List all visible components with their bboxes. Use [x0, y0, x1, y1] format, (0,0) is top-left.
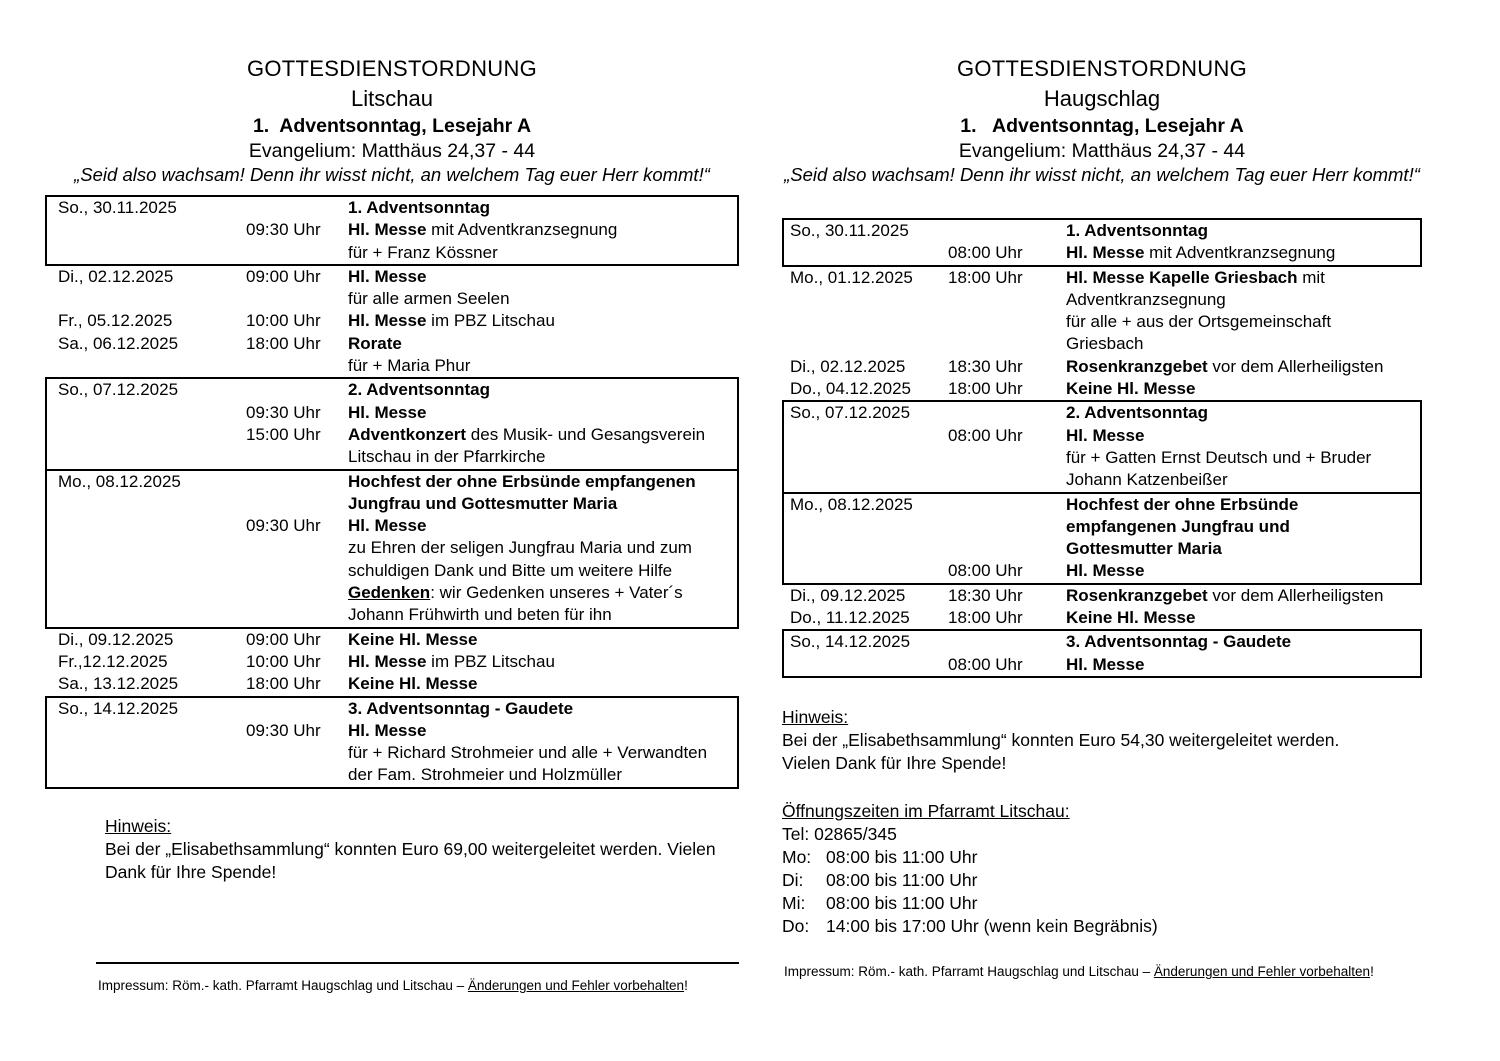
date-cell: Mo., 08.12.2025 — [58, 471, 181, 491]
time-cell — [948, 469, 1066, 491]
desc-cell — [1066, 402, 1420, 424]
desc-segment: : wir Gedenken unseres + Vater´s — [430, 583, 683, 603]
date-cell — [784, 289, 948, 311]
schedule-group — [45, 264, 739, 379]
time-cell — [246, 379, 348, 401]
schedule-line — [47, 355, 737, 377]
date-cell: Mo., 01.12.2025 — [790, 267, 913, 287]
desc-cell — [1066, 333, 1420, 355]
impressum-text: ! — [684, 977, 688, 993]
desc-cell — [1066, 516, 1420, 538]
date-cell: So., 07.12.2025 — [58, 380, 179, 400]
schedule-line — [784, 242, 1420, 264]
desc-cell — [348, 493, 737, 515]
desc-segment: Hl. Messe — [348, 266, 427, 286]
office-time: 08:00 bis 11:00 Uhr — [826, 892, 978, 913]
date-cell — [47, 720, 246, 742]
schedule-line — [47, 446, 737, 468]
schedule-line — [47, 698, 737, 720]
desc-segment: mit — [1297, 267, 1325, 287]
column-litschau — [45, 50, 739, 995]
desc-cell — [348, 698, 737, 720]
schedule-line — [784, 333, 1420, 355]
desc-segment: Adventkonzert — [348, 424, 467, 444]
office-day: Di: — [782, 869, 804, 890]
schedule-group — [45, 469, 739, 629]
time-cell — [948, 494, 1066, 516]
desc-segment: Gedenken — [348, 583, 431, 603]
desc-cell — [348, 288, 737, 310]
hinweis-label: Hinweis: — [782, 706, 849, 727]
desc-cell — [1066, 289, 1420, 311]
time-cell — [948, 447, 1066, 469]
schedule-group — [782, 218, 1422, 267]
date-cell — [47, 242, 246, 264]
schedule-line — [47, 266, 737, 288]
impressum-litschau — [98, 977, 739, 995]
schedule-line — [47, 604, 737, 626]
desc-cell — [348, 720, 737, 742]
desc-segment: für alle armen Seelen — [348, 289, 510, 309]
desc-cell — [1066, 654, 1420, 676]
schedule-line — [784, 516, 1420, 538]
date-cell — [784, 516, 948, 538]
office-day: Do: — [782, 915, 810, 936]
desc-segment: Adventkranzsegnung — [1066, 289, 1226, 309]
time-cell — [246, 242, 348, 264]
time-cell — [948, 631, 1066, 653]
schedule-line — [47, 764, 737, 786]
desc-cell — [348, 333, 737, 355]
schedule-line — [784, 631, 1420, 653]
desc-segment: Hl. Messe — [348, 311, 427, 331]
hinweis-text: Vielen Dank für Ihre Spende! — [782, 752, 1007, 773]
schedule-line — [784, 289, 1420, 311]
desc-segment: vor dem Allerheiligsten — [1207, 356, 1384, 376]
desc-segment: Hl. Messe Kapelle Griesbach — [1066, 267, 1298, 287]
schedule-line — [784, 538, 1420, 560]
desc-segment: Hl. Messe — [348, 402, 427, 422]
desc-cell — [348, 651, 737, 673]
time-cell — [948, 220, 1066, 242]
date-cell — [784, 447, 948, 469]
office-hours-row — [782, 915, 1422, 938]
desc-segment: Rorate — [348, 333, 402, 353]
schedule-line — [784, 469, 1420, 491]
schedule-line — [47, 560, 737, 582]
date-cell — [47, 537, 246, 559]
desc-cell — [348, 310, 737, 332]
time-cell: 09:00 Uhr — [246, 629, 321, 649]
desc-cell — [348, 604, 737, 626]
date-cell: Do., 04.12.2025 — [790, 379, 911, 399]
desc-segment: für alle + aus der Ortsgemeinschaft — [1066, 312, 1332, 332]
desc-segment: Jungfrau und Gottesmutter Maria — [348, 493, 618, 513]
desc-segment: für + Maria Phur — [348, 356, 471, 376]
desc-cell — [348, 629, 737, 651]
doc-title-litschau: GOTTESDIENSTORDNUNG — [246, 56, 538, 81]
schedule-line — [47, 742, 737, 764]
desc-cell — [1066, 267, 1420, 289]
time-cell — [246, 604, 348, 626]
desc-cell — [348, 537, 737, 559]
time-cell: 18:00 Uhr — [246, 674, 321, 694]
desc-cell — [1066, 378, 1420, 400]
schedule-line — [47, 219, 737, 241]
footer-divider — [96, 962, 739, 964]
date-cell: So., 30.11.2025 — [58, 198, 177, 217]
date-cell — [47, 355, 246, 377]
time-cell: 18:30 Uhr — [948, 356, 1023, 376]
date-cell — [784, 654, 948, 676]
desc-segment: 2. Adventsonntag — [1066, 403, 1208, 423]
date-cell — [784, 538, 948, 560]
time-cell: 10:00 Uhr — [246, 311, 321, 331]
desc-segment: Keine Hl. Messe — [348, 629, 478, 649]
schedule-line — [784, 402, 1420, 424]
time-cell: 18:00 Uhr — [948, 379, 1023, 399]
schedule-group — [45, 696, 739, 789]
date-cell — [784, 425, 948, 447]
office-day: Mo: — [782, 846, 812, 867]
desc-segment: Hl. Messe — [348, 220, 427, 240]
desc-cell — [348, 515, 737, 537]
time-cell — [246, 197, 348, 219]
date-cell — [47, 424, 246, 446]
schedule-line — [47, 651, 737, 673]
doc-quote-haugschlag: „Seid also wachsam! Denn ihr wisst nicht, an welchem Tag euer Herr kommt!“ — [784, 164, 1420, 185]
desc-segment: im PBZ Litschau — [426, 311, 555, 331]
doc-place-haugschlag: Haugschlag — [1043, 86, 1161, 111]
schedule-line — [784, 425, 1420, 447]
desc-segment: Griesbach — [1066, 334, 1144, 354]
date-cell — [47, 560, 246, 582]
desc-cell — [1066, 607, 1420, 629]
desc-cell — [1066, 469, 1420, 491]
desc-segment: Hl. Messe — [1066, 243, 1145, 263]
date-cell: So., 07.12.2025 — [790, 403, 911, 423]
doc-quote-litschau: „Seid also wachsam! Denn ihr wisst nicht, an welchem Tag euer Herr kommt!“ — [74, 164, 710, 185]
desc-segment: Hl. Messe — [348, 720, 427, 740]
date-cell — [784, 560, 948, 582]
time-cell — [948, 516, 1066, 538]
time-cell: 18:30 Uhr — [948, 585, 1023, 605]
time-cell — [246, 537, 348, 559]
date-cell — [47, 446, 246, 468]
impressum-underlined-text: Änderungen und Fehler vorbehalten — [1153, 963, 1371, 979]
date-cell — [784, 469, 948, 491]
date-cell — [47, 288, 246, 310]
office-time: 08:00 bis 11:00 Uhr — [826, 846, 978, 867]
time-cell: 08:00 Uhr — [948, 425, 1023, 445]
schedule-line — [784, 311, 1420, 333]
desc-cell — [348, 355, 737, 377]
schedule-group — [782, 629, 1422, 678]
schedule-line — [47, 582, 737, 604]
schedule-line — [47, 242, 737, 264]
schedule-group — [45, 627, 739, 698]
time-cell — [246, 742, 348, 764]
desc-cell — [1066, 631, 1420, 653]
schedule-line — [47, 424, 737, 446]
schedule-haugschlag — [782, 218, 1422, 678]
doc-evangelium-litschau: Evangelium: Matthäus 24,37 - 44 — [248, 140, 536, 162]
time-cell: 09:00 Uhr — [246, 266, 321, 286]
office-hours-label: Öffnungszeiten im Pfarramt Litschau: — [782, 800, 1070, 821]
desc-segment: der Fam. Strohmeier und Holzmüller — [348, 765, 622, 785]
schedule-line — [47, 720, 737, 742]
time-cell — [948, 402, 1066, 424]
office-time: 14:00 bis 17:00 Uhr (wenn kein Begräbnis) — [826, 915, 1158, 936]
desc-segment: Hl. Messe — [1066, 654, 1145, 674]
date-cell: Fr.,12.12.2025 — [58, 651, 168, 671]
desc-segment: im PBZ Litschau — [426, 651, 555, 671]
office-hours — [782, 800, 1422, 938]
date-cell — [784, 311, 948, 333]
desc-cell — [348, 742, 737, 764]
schedule-line — [47, 379, 737, 401]
date-cell — [47, 764, 246, 786]
date-cell — [784, 242, 948, 264]
office-hours-row — [782, 869, 1422, 892]
office-day: Mi: — [782, 892, 806, 913]
desc-segment: Hochfest der ohne Erbsünde empfangenen — [348, 471, 696, 491]
hinweis-text: Dank für Ihre Spende! — [105, 861, 277, 882]
desc-segment: Hl. Messe — [348, 516, 427, 536]
schedule-line — [47, 515, 737, 537]
schedule-line — [47, 629, 737, 651]
date-cell — [47, 402, 246, 424]
time-cell — [246, 560, 348, 582]
desc-segment: mit Adventkranzsegnung — [426, 220, 618, 240]
desc-segment: 1. Adventsonntag — [1066, 221, 1208, 240]
time-cell: 09:30 Uhr — [246, 220, 321, 240]
date-cell — [47, 219, 246, 241]
date-cell — [47, 604, 246, 626]
desc-segment: Keine Hl. Messe — [1066, 379, 1196, 399]
desc-cell — [348, 379, 737, 401]
desc-segment: empfangenen Jungfrau und — [1066, 516, 1290, 536]
desc-segment: Johann Katzenbeißer — [1066, 470, 1228, 490]
time-cell — [246, 288, 348, 310]
date-cell: Do., 11.12.2025 — [790, 608, 910, 628]
date-cell — [47, 742, 246, 764]
schedule-line — [47, 288, 737, 310]
time-cell — [246, 355, 348, 377]
desc-segment: Keine Hl. Messe — [1066, 608, 1196, 628]
schedule-line — [784, 585, 1420, 607]
hinweis-haugschlag — [782, 706, 1422, 775]
schedule-line — [47, 673, 737, 695]
schedule-line — [47, 402, 737, 424]
doc-subtitle-litschau: 1. Adventsonntag, Lesejahr A — [252, 115, 532, 137]
office-hours-row — [782, 846, 1422, 869]
date-cell: Sa., 06.12.2025 — [58, 333, 179, 353]
schedule-group — [782, 400, 1422, 493]
time-cell — [246, 471, 348, 493]
date-cell: So., 30.11.2025 — [790, 221, 909, 240]
date-cell — [47, 582, 246, 604]
schedule-line — [784, 494, 1420, 516]
schedule-line — [784, 378, 1420, 400]
schedule-line — [784, 447, 1420, 469]
date-cell — [784, 333, 948, 355]
desc-segment: Rosenkranzgebet — [1066, 356, 1208, 376]
desc-cell — [1066, 356, 1420, 378]
date-cell: So., 14.12.2025 — [58, 698, 179, 718]
desc-segment: Litschau in der Pfarrkirche — [348, 447, 546, 467]
desc-cell — [1066, 538, 1420, 560]
schedule-line — [47, 197, 737, 219]
desc-cell — [1066, 311, 1420, 333]
desc-cell — [348, 673, 737, 695]
schedule-group — [45, 377, 739, 470]
time-cell — [948, 311, 1066, 333]
doc-subtitle-haugschlag: 1. Adventsonntag, Lesejahr A — [960, 115, 1244, 137]
hinweis-text: Bei der „Elisabethsammlung“ konnten Euro 69,00 weitergeleitet werden. Vielen — [105, 838, 716, 859]
date-cell: Di., 02.12.2025 — [58, 266, 174, 286]
desc-segment: 3. Adventsonntag - Gaudete — [1066, 632, 1292, 652]
desc-cell — [348, 266, 737, 288]
desc-cell — [348, 446, 737, 468]
date-cell: Sa., 13.12.2025 — [58, 674, 179, 694]
impressum-haugschlag — [784, 963, 1422, 981]
date-cell: So., 14.12.2025 — [790, 632, 911, 652]
impressum-text: Impressum: Röm.- kath. Pfarramt Haugschlag und Litschau – — [98, 977, 468, 993]
time-cell: 09:30 Uhr — [246, 402, 321, 422]
desc-cell — [348, 424, 737, 446]
time-cell: 08:00 Uhr — [948, 561, 1023, 581]
schedule-line — [47, 310, 737, 332]
office-hours-list — [782, 846, 1422, 938]
schedule-group — [782, 265, 1422, 403]
time-cell: 09:30 Uhr — [246, 720, 321, 740]
desc-segment: Hl. Messe — [1066, 561, 1145, 581]
schedule-line — [784, 220, 1420, 242]
hinweis-litschau — [105, 815, 739, 884]
desc-cell — [348, 197, 737, 219]
time-cell — [246, 446, 348, 468]
desc-segment: für + Franz Kössner — [348, 242, 498, 262]
schedule-line — [784, 654, 1420, 676]
desc-cell — [348, 219, 737, 241]
doc-place-litschau: Litschau — [351, 86, 433, 111]
time-cell: 08:00 Uhr — [948, 654, 1023, 674]
desc-segment: Johann Frühwirth und beten für ihn — [348, 605, 612, 625]
office-hours-row — [782, 892, 1422, 915]
desc-cell — [1066, 242, 1420, 264]
schedule-line — [47, 333, 737, 355]
time-cell: 08:00 Uhr — [948, 243, 1023, 263]
date-cell: Di., 09.12.2025 — [58, 629, 174, 649]
desc-segment: Hochfest der ohne Erbsünde — [1066, 494, 1299, 514]
desc-cell — [1066, 560, 1420, 582]
hinweis-label: Hinweis: — [105, 815, 172, 836]
desc-segment: 3. Adventsonntag - Gaudete — [348, 698, 574, 718]
time-cell: 15:00 Uhr — [246, 424, 321, 444]
desc-cell — [348, 471, 737, 493]
desc-segment: Hl. Messe — [1066, 425, 1145, 445]
office-time: 08:00 bis 11:00 Uhr — [826, 869, 978, 890]
schedule-line — [47, 493, 737, 515]
desc-cell — [348, 402, 737, 424]
schedule-group — [782, 492, 1422, 585]
schedule-line — [47, 537, 737, 559]
desc-segment: zu Ehren der seligen Jungfrau Maria und zum — [348, 538, 692, 558]
desc-segment: Rosenkranzgebet — [1066, 585, 1208, 605]
desc-segment: Hl. Messe — [348, 651, 427, 671]
time-cell — [246, 698, 348, 720]
desc-cell — [1066, 494, 1420, 516]
impressum-underlined-text: Änderungen und Fehler vorbehalten — [467, 977, 685, 993]
time-cell — [948, 538, 1066, 560]
schedule-line — [784, 560, 1420, 582]
schedule-group — [45, 195, 739, 266]
date-cell — [47, 515, 246, 537]
desc-segment: Gottesmutter Maria — [1066, 539, 1222, 559]
schedule-litschau — [45, 195, 739, 789]
desc-cell — [348, 582, 737, 604]
desc-segment: vor dem Allerheiligsten — [1207, 585, 1384, 605]
schedule-line — [784, 607, 1420, 629]
impressum-text: ! — [1370, 963, 1374, 979]
desc-segment: schuldigen Dank und Bitte um weitere Hilfe — [348, 560, 673, 580]
date-cell: Di., 09.12.2025 — [790, 585, 906, 605]
desc-cell — [348, 242, 737, 264]
desc-cell — [1066, 220, 1420, 242]
time-cell — [948, 289, 1066, 311]
schedule-line — [47, 471, 737, 493]
desc-segment: mit Adventkranzsegnung — [1144, 243, 1336, 263]
desc-segment: für + Richard Strohmeier und alle + Verwandten — [348, 743, 708, 763]
desc-segment: Keine Hl. Messe — [348, 674, 478, 694]
schedule-line — [784, 267, 1420, 289]
desc-segment: für + Gatten Ernst Deutsch und + Bruder — [1066, 447, 1372, 467]
office-phone: Tel: 02865/345 — [782, 823, 897, 844]
date-cell — [47, 493, 246, 515]
time-cell: 18:00 Uhr — [246, 333, 321, 353]
desc-segment: 2. Adventsonntag — [348, 380, 490, 400]
column-haugschlag — [782, 50, 1422, 981]
schedule-group — [782, 583, 1422, 632]
desc-cell — [1066, 447, 1420, 469]
time-cell: 09:30 Uhr — [246, 516, 321, 536]
desc-cell — [348, 764, 737, 786]
time-cell — [246, 493, 348, 515]
doc-evangelium-haugschlag: Evangelium: Matthäus 24,37 - 44 — [958, 140, 1246, 162]
date-cell: Di., 02.12.2025 — [790, 356, 906, 376]
time-cell — [948, 333, 1066, 355]
desc-cell — [1066, 425, 1420, 447]
time-cell: 18:00 Uhr — [948, 267, 1023, 287]
desc-segment: 1. Adventsonntag — [348, 198, 490, 217]
doc-title-haugschlag: GOTTESDIENSTORDNUNG — [956, 56, 1248, 81]
desc-cell — [1066, 585, 1420, 607]
date-cell: Mo., 08.12.2025 — [790, 494, 913, 514]
time-cell — [246, 582, 348, 604]
date-cell: Fr., 05.12.2025 — [58, 311, 173, 331]
hinweis-text: Bei der „Elisabethsammlung“ konnten Euro 54,30 weitergeleitet werden. — [782, 729, 1340, 750]
desc-cell — [348, 560, 737, 582]
time-cell — [246, 764, 348, 786]
time-cell: 10:00 Uhr — [246, 651, 321, 671]
desc-segment: des Musik- und Gesangsverein — [466, 424, 706, 444]
time-cell: 18:00 Uhr — [948, 608, 1023, 628]
impressum-text: Impressum: Röm.- kath. Pfarramt Haugschlag und Litschau – — [784, 963, 1154, 979]
schedule-line — [784, 356, 1420, 378]
